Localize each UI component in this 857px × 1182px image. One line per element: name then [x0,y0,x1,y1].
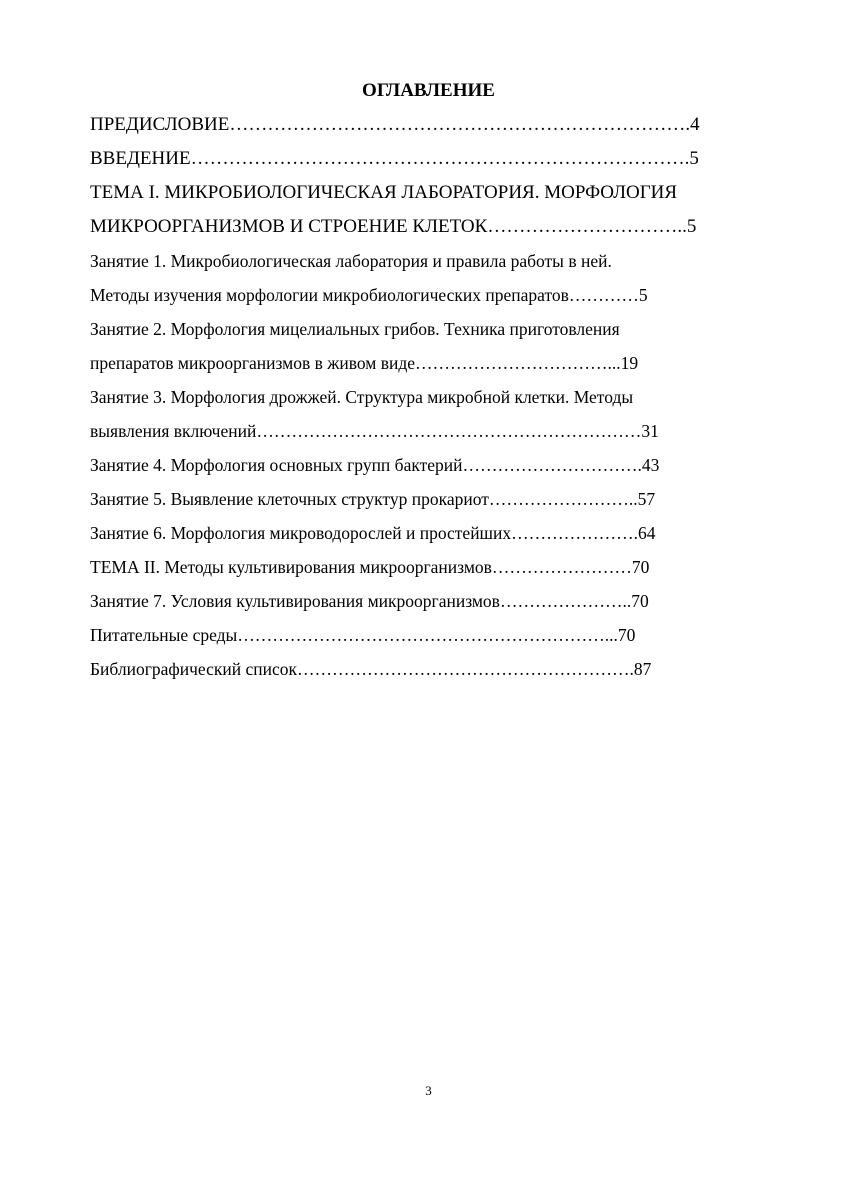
toc-entry: Занятие 2. Морфология мицелиальных грибов. Техника приготовления [90,319,620,339]
toc-entry: ВВЕДЕНИЕ…………………………………………………………………….5 [90,148,699,169]
toc-entry: Занятие 7. Условия культивирования микроорганизмов…………………..70 [90,591,649,611]
toc-entry: Занятие 5. Выявление клеточных структур прокариот……………………..57 [90,489,656,509]
toc-entry: МИКРООРГАНИЗМОВ И СТРОЕНИЕ КЛЕТОК…………………………..5 [90,216,697,237]
toc-entry: Занятие 3. Морфология дрожжей. Структура микробной клетки. Методы [90,387,634,407]
page-title: ОГЛАВЛЕНИЕ [362,80,495,101]
toc-entry: выявления включений…………………………………………………………31 [90,421,659,441]
toc-entry: ПРЕДИСЛОВИЕ……………………………………………………………….4 [90,114,700,135]
toc-entry: Занятие 4. Морфология основных групп бактерий………………………….43 [90,455,660,475]
toc-entry: ТЕМА II. Методы культивирования микроорганизмов……………………70 [90,557,650,577]
table-of-contents [90,114,770,692]
toc-entry: Библиографический список………………………………………………….87 [90,659,652,679]
toc-entry: ТЕМА I. МИКРОБИОЛОГИЧЕСКАЯ ЛАБОРАТОРИЯ. МОРФОЛОГИЯ [90,182,678,203]
toc-entry: препаратов микроорганизмов в живом виде……………………………...19 [90,353,639,373]
page-number: 3 [425,1083,432,1098]
toc-entry: Занятие 1. Микробиологическая лаборатория и правила работы в ней. [90,251,612,271]
toc-entry: Занятие 6. Морфология микроводорослей и простейших………………….64 [90,523,656,543]
toc-entry: Питательные среды………………………………………………………...70 [90,625,636,645]
toc-entry: Методы изучения морфологии микробиологических препаратов…………5 [90,285,648,305]
